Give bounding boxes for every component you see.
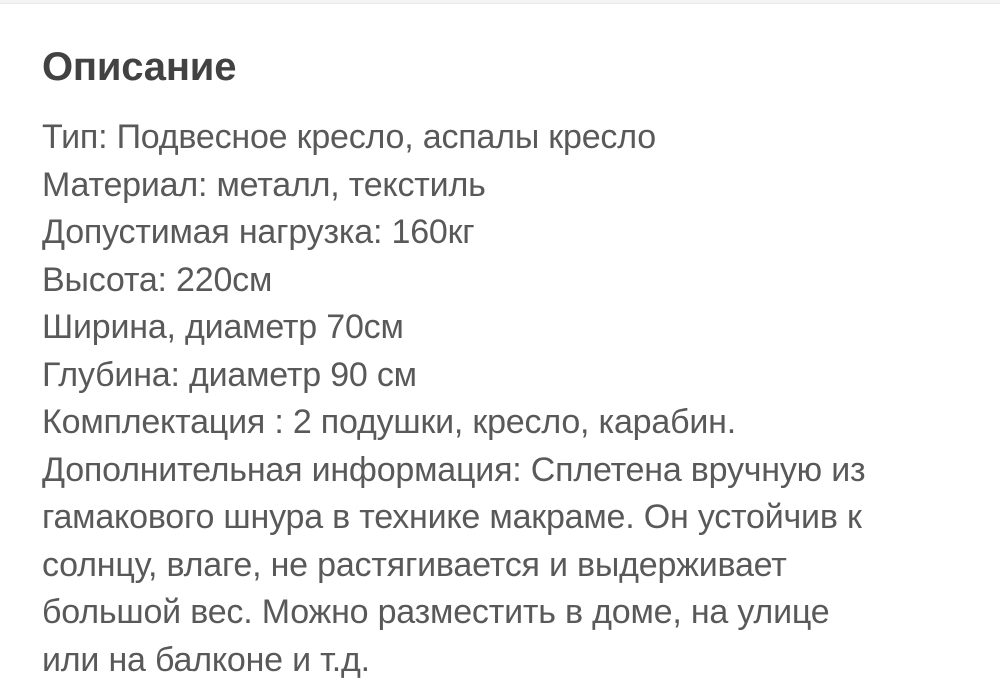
spec-line-material: Материал: металл, текстиль (42, 165, 486, 204)
spec-line-depth: Глубина: диаметр 90 см (42, 355, 417, 394)
description-section (0, 4, 1000, 684)
description-body (42, 114, 960, 684)
spec-line-width: Ширина, диаметр 70см (42, 308, 404, 346)
spec-line-max-load: Допустимая нагрузка: 160кг (42, 213, 475, 251)
additional-info-line: Дополнительная информация: Сплетена вручную из (42, 450, 866, 489)
additional-info-paragraph (42, 447, 960, 685)
section-title: Описание (42, 45, 237, 89)
additional-info-line: или на балконе и т.д. (42, 640, 370, 679)
spec-line-package: Комплектация : 2 подушки, кресло, карабин. (42, 403, 736, 441)
spec-line-height: Высота: 220см (42, 260, 273, 299)
additional-info-line: солнцу, влаге, не растягивается и выдерживает (42, 545, 787, 584)
additional-info-line: большой вес. Можно разместить в доме, на улице (42, 593, 830, 631)
additional-info-line: гамакового шнура в технике макраме. Он устойчив к (42, 498, 862, 536)
spec-line-type: Тип: Подвесное кресло, аспалы кресло (42, 118, 656, 156)
